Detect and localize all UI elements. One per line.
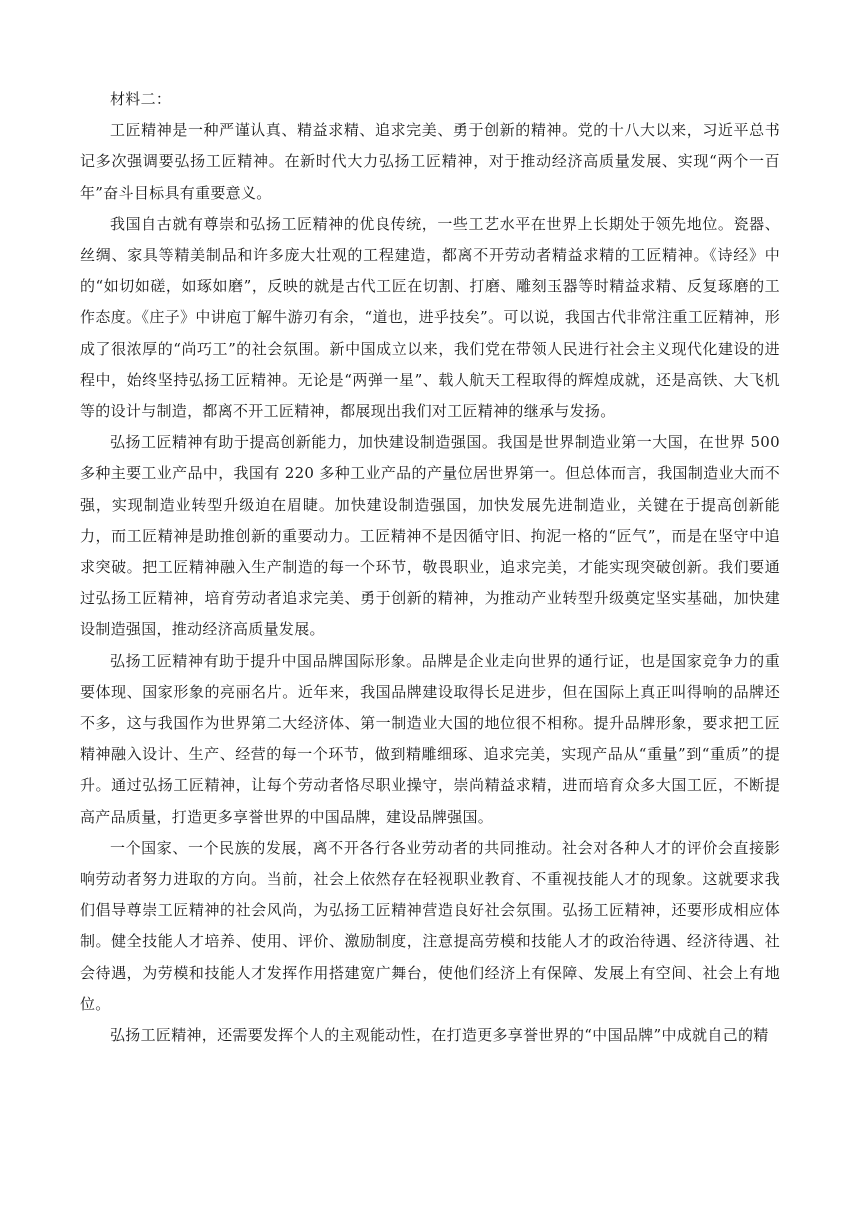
- paragraph-tradition: 我国自古就有尊崇和弘扬工匠精神的优良传统，一些工艺水平在世界上长期处于领先地位。瓷器、丝绸、家具等精美制品和许多庞大壮观的工程建造，都离不开劳动者精益求精的工匠精神。《诗经》中的“如切如磋，如琢如磨”，反映的就是古代工匠在切割、打磨、雕刻玉器等时精益求精、反复琢磨的工作态度。《庄子》中讲庖丁解牛游刃有余，“道也，进乎技矣”。可以说，我国古代非常注重工匠精神，形成了很浓厚的“尚巧工”的社会氛围。新中国成立以来，我们党在带领人民进行社会主义现代化建设的进程中，始终坚持弘扬工匠精神。无论是“两弹一星”、载人航天工程取得的辉煌成就，还是高铁、大飞机等的设计与制造，都离不开工匠精神，都展现出我们对工匠精神的继承与发扬。: [80, 214, 780, 421]
- document-body: [80, 84, 780, 1051]
- section-label: 材料二：: [110, 90, 172, 108]
- paragraph-innovation: 弘扬工匠精神有助于提高创新能力，加快建设制造强国。我国是世界制造业第一大国，在世界 500 多种主要工业产品中，我国有 220 多种工业产品的产量位居世界第一。但总体而言，我国制造业大而不强，实现制造业转型升级迫在眉睫。加快建设制造强国，加快发展先进制造业，关键在于提高创新能力，而工匠精神是助推创新的重要动力。工匠精神不是因循守旧、拘泥一格的“匠气”，而是在坚守中追求突破。把工匠精神融入生产制造的每一个环节，敬畏职业，追求完美，才能实现突破创新。我们要通过弘扬工匠精神，培育劳动者追求完美、勇于创新的精神，为推动产业转型升级奠定坚实基础，加快建设制造强国，推动经济高质量发展。: [80, 433, 780, 639]
- paragraph-brand: 弘扬工匠精神有助于提升中国品牌国际形象。品牌是企业走向世界的通行证，也是国家竞争力的重要体现、国家形象的亮丽名片。近年来，我国品牌建设取得长足进步，但在国际上真正叫得响的品牌还不多，这与我国作为世界第二大经济体、第一制造业大国的地位很不相称。提升品牌形象，要求把工匠精神融入设计、生产、经营的每一个环节，做到精雕细琢、追求完美，实现产品从“重量”到“重质”的提升。通过弘扬工匠精神，让每个劳动者恪尽职业操守，崇尚精益求精，进而培育众多大国工匠，不断提高产品质量，打造更多享誉世界的中国品牌，建设品牌强国。: [80, 651, 780, 826]
- paragraph-society: 一个国家、一个民族的发展，离不开各行各业劳动者的共同推动。社会对各种人才的评价会直接影响劳动者努力进取的方向。当前，社会上依然存在轻视职业教育、不重视技能人才的现象。这就要求我们倡导尊崇工匠精神的社会风尚，为弘扬工匠精神营造良好社会氛围。弘扬工匠精神，还要形成相应体制。健全技能人才培养、使用、评价、激励制度，注意提高劳模和技能人才的政治待遇、经济待遇、社会待遇，为劳模和技能人才发挥作用搭建宽广舞台，使他们经济上有保障、发展上有空间、社会上有地位。: [80, 838, 780, 1013]
- paragraph-definition: 工匠精神是一种严谨认真、精益求精、追求完美、勇于创新的精神。党的十八大以来，习近平总书记多次强调要弘扬工匠精神。在新时代大力弘扬工匠精神，对于推动经济高质量发展、实现“两个一百年”奋斗目标具有重要意义。: [80, 121, 780, 202]
- paragraph-individual: 弘扬工匠精神，还需要发挥个人的主观能动性，在打造更多享誉世界的“中国品牌”中成就自己的精: [110, 1026, 769, 1045]
